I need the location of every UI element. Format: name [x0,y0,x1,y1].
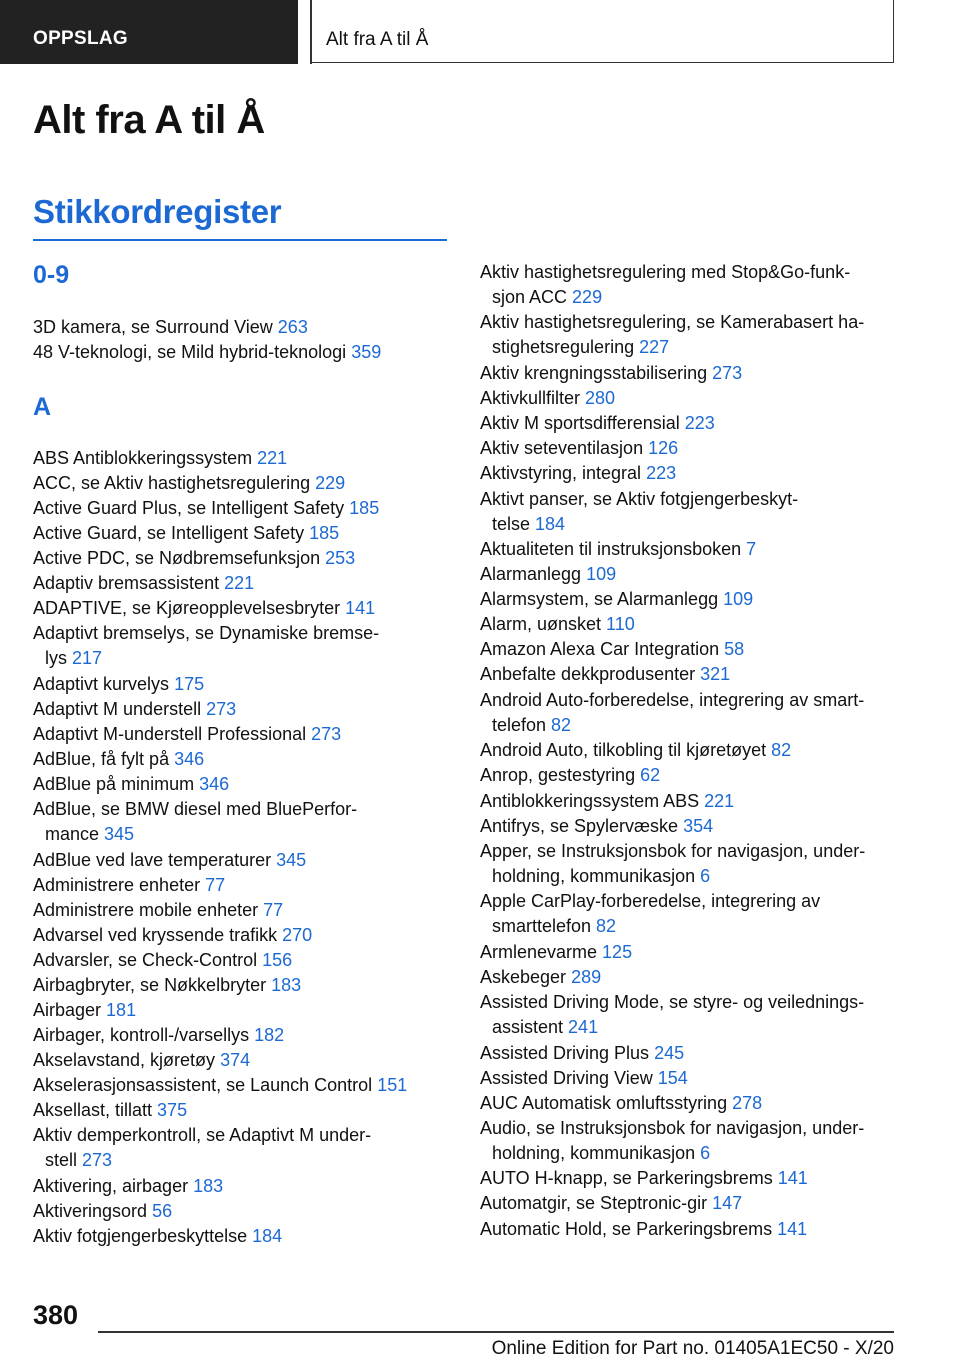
page-link[interactable]: 263 [277,317,308,337]
index-entry: Active PDC, se Nødbremsefunksjon 253 [33,548,356,568]
index-entry: AdBlue, se BMW diesel med BluePerfor- mance 345 [33,799,358,845]
page-link[interactable]: 245 [654,1043,685,1063]
page-link[interactable]: 184 [535,514,566,535]
index-entry: Assisted Driving Mode, se styre- og veilednings- assistent 241 [480,992,865,1038]
index-entry: AdBlue på minimum 346 [33,774,230,794]
index-entry: 48 V-teknologi, se Mild hybrid-teknologi 359 [33,342,382,362]
page-subtitle: Stikkordregister [33,193,282,230]
index-entry: Aktivt panser, se Aktiv fotgjengerbeskyt- telse 184 [480,489,799,535]
page-link[interactable]: 141 [777,1219,808,1239]
index-entry: Anrop, gestestyring 62 [480,765,661,785]
page-link[interactable]: 175 [174,674,205,694]
index-entry: Advarsler, se Check-Control 156 [33,950,293,970]
page-link[interactable]: 82 [771,740,792,760]
index-entry: Alarm, uønsket 110 [480,614,635,634]
index-entry: Assisted Driving View 154 [480,1068,688,1088]
index-entry: Aktiv hastighetsregulering, se Kamerabasert ha- stighetsregulering 227 [480,312,865,358]
page-link[interactable]: 375 [157,1100,188,1120]
index-entry: Automatic Hold, se Parkeringsbrems 141 [480,1219,808,1239]
page-link[interactable]: 154 [657,1068,688,1088]
page-link[interactable]: 82 [596,916,617,937]
page-link[interactable]: 151 [377,1075,408,1095]
index-entry: Adaptivt M-understell Professional 273 [33,724,342,744]
index-entry: Alarmanlegg 109 [480,564,617,584]
page-link[interactable]: 273 [712,363,743,383]
page-link[interactable]: 241 [568,1017,599,1038]
index-entry: Antifrys, se Spylervæske 354 [480,816,714,836]
page-link[interactable]: 253 [325,548,356,568]
page-link[interactable]: 227 [639,337,670,358]
header-section-label: OPPSLAG [33,28,129,49]
index-entry: Aktiv fotgjengerbeskyttelse 184 [33,1226,283,1246]
index-entry: Administrere enheter 77 [33,875,226,895]
page-link[interactable]: 346 [199,774,230,794]
index-entry: ABS Antiblokkeringssystem 221 [33,448,288,468]
page-link[interactable]: 359 [351,342,382,362]
page-link[interactable]: 126 [648,438,679,458]
page-link[interactable]: 185 [349,498,380,518]
page-link[interactable]: 56 [152,1201,173,1221]
page-link[interactable]: 221 [704,791,735,811]
index-entry: Aktiv hastighetsregulering med Stop&Go-funk- sjon ACC 229 [480,262,851,308]
index-entry: Automatgir, se Steptronic-gir 147 [480,1193,743,1213]
index-entry: Aktiveringsord 56 [33,1201,173,1221]
page-link[interactable]: 182 [254,1025,285,1045]
index-entry: AdBlue ved lave temperaturer 345 [33,850,307,870]
index-entry: Aktiv demperkontroll, se Adaptivt M under- stell 273 [33,1125,372,1171]
page-link[interactable]: 273 [206,699,237,719]
page-title: Alt fra A til Å [33,98,265,142]
page-link[interactable]: 58 [724,639,745,659]
page-link[interactable]: 62 [640,765,661,785]
index-entry: Aktivering, airbager 183 [33,1176,224,1196]
index-entry: Akselavstand, kjøretøy 374 [33,1050,251,1070]
index-entry: ACC, se Aktiv hastighetsregulering 229 [33,473,346,493]
page-link[interactable]: 183 [271,975,302,995]
index-entry: 3D kamera, se Surround View 263 [33,317,308,337]
page-link[interactable]: 110 [606,614,635,634]
page-link[interactable]: 346 [174,749,205,769]
index-entry: AUC Automatisk omluftsstyring 278 [480,1093,763,1113]
index-entry: ADAPTIVE, se Kjøreopplevelsesbryter 141 [33,598,376,618]
index-entry: Adaptivt kurvelys 175 [33,674,205,694]
page-link[interactable]: 217 [72,648,103,669]
page-link[interactable]: 77 [263,900,284,920]
index-entry: Anbefalte dekkprodusenter 321 [480,664,731,684]
page-link[interactable]: 354 [683,816,714,836]
index-entry: Adaptivt M understell 273 [33,699,237,719]
index-entry: Aktiv krengningsstabilisering 273 [480,363,743,383]
index-entry: Aktivstyring, integral 223 [480,463,677,483]
page-link[interactable]: 278 [732,1093,763,1113]
page-link[interactable]: 223 [646,463,677,483]
index-entry: Active Guard Plus, se Intelligent Safety 185 [33,498,380,518]
index-entry: Audio, se Instruksjonsbok for navigasjon, under- holdning, kommunikasjon 6 [480,1118,865,1164]
footer-text: Online Edition for Part no. 01405A1EC50 - X/20 [491,1338,894,1359]
section-heading-a: A [33,393,52,421]
header-divider [310,0,312,64]
index-entry: Apple CarPlay-forberedelse, integrering av smarttelefon 82 [480,891,821,937]
page-link[interactable]: 280 [585,388,616,408]
page-link[interactable]: 109 [723,589,754,609]
page-number: 380 [33,1300,79,1330]
index-entry: Aksellast, tillatt 375 [33,1100,188,1120]
index-entry: Alarmsystem, se Alarmanlegg 109 [480,589,754,609]
index-entry: Adaptivt bremselys, se Dynamiske bremse- lys 217 [33,623,380,669]
page-link[interactable]: 141 [777,1168,808,1188]
page-link[interactable]: 321 [700,664,731,684]
page-link[interactable]: 7 [746,539,757,559]
index-entry: Android Auto-forberedelse, integrering av smart- telefon 82 [480,690,865,736]
page-link[interactable]: 221 [224,573,255,593]
index-entry: AUTO H-knapp, se Parkeringsbrems 141 [480,1168,808,1188]
index-entry: Apper, se Instruksjonsbok for navigasjon, under- holdning, kommunikasjon 6 [480,841,866,887]
page-link[interactable]: 221 [257,448,288,468]
index-entry: Aktivkullfilter 280 [480,388,616,408]
index-entry: Airbagbryter, se Nøkkelbryter 183 [33,975,302,995]
header-chapter-label: Alt fra A til Å [326,29,429,50]
index-entry: Askebeger 289 [480,967,602,987]
index-entry: Aktiv M sportsdifferensial 223 [480,413,715,433]
index-entry: Akselerasjonsassistent, se Launch Control 151 [33,1075,408,1095]
page-link[interactable]: 147 [712,1193,743,1213]
footer-rule [98,1331,894,1333]
index-entry: AdBlue, få fylt på 346 [33,749,205,769]
page-link[interactable]: 184 [252,1226,283,1246]
page-link[interactable]: 109 [586,564,617,584]
page-link[interactable]: 229 [572,287,603,308]
index-entry: Aktualiteten til instruksjonsboken 7 [480,539,757,559]
page-link[interactable]: 6 [700,866,711,887]
page-link[interactable]: 223 [684,413,715,433]
page-link[interactable]: 185 [309,523,340,543]
index-entry: Aktiv seteventilasjon 126 [480,438,679,458]
page-link[interactable]: 6 [700,1143,711,1164]
index-entry: Administrere mobile enheter 77 [33,900,284,920]
page-link[interactable]: 125 [602,942,633,962]
page-link[interactable]: 273 [82,1150,113,1171]
page-link[interactable]: 181 [106,1000,137,1020]
section-heading-0-9: 0-9 [33,261,70,289]
index-entry: Assisted Driving Plus 245 [480,1043,685,1063]
page-link[interactable]: 270 [282,925,313,945]
page-link[interactable]: 77 [205,875,226,895]
index-entry: Airbager 181 [33,1000,137,1020]
page-link[interactable]: 345 [276,850,307,870]
page-link[interactable]: 183 [193,1176,224,1196]
page-link[interactable]: 82 [551,715,572,736]
index-entry: Advarsel ved kryssende trafikk 270 [33,925,313,945]
header-section-tab [0,0,298,64]
page-link[interactable]: 229 [315,473,346,493]
index-entry: Armlenevarme 125 [480,942,633,962]
page-link[interactable]: 273 [311,724,342,744]
index-entry: Antiblokkeringssystem ABS 221 [480,791,735,811]
index-entry: Active Guard, se Intelligent Safety 185 [33,523,340,543]
header-chapter-box [310,0,894,63]
page-link[interactable]: 156 [262,950,293,970]
index-entry: Airbager, kontroll-/varsellys 182 [33,1025,285,1045]
page-link[interactable]: 345 [104,824,135,845]
index-entry: Adaptiv bremsassistent 221 [33,573,255,593]
page-link[interactable]: 374 [220,1050,251,1070]
index-entry: Android Auto, tilkobling til kjøretøyet 82 [480,740,792,760]
index-entry: Amazon Alexa Car Integration 58 [480,639,745,659]
page-link[interactable]: 141 [345,598,376,618]
subtitle-underline [33,239,447,241]
page-link[interactable]: 289 [571,967,602,987]
